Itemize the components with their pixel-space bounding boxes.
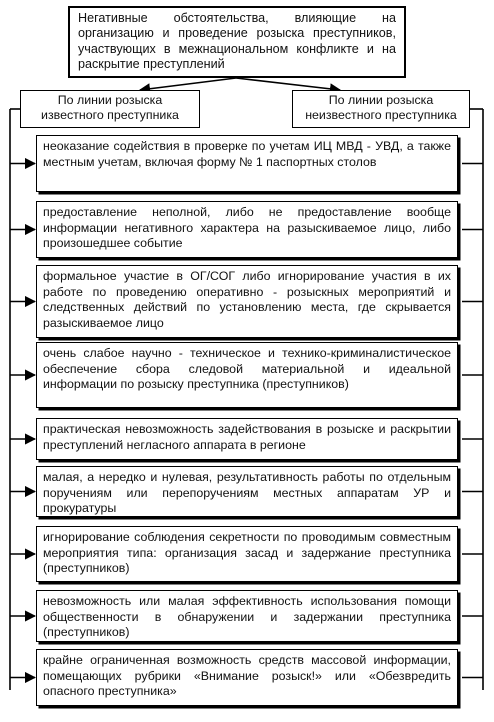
factor-text: практическая невозможность задействования в розыске и раскрытии преступлений негласного аппарата в регионе bbox=[43, 422, 451, 452]
factor-box-8 bbox=[36, 590, 458, 642]
branch-unknown-label: По линии розыска неизвестного преступника bbox=[305, 93, 457, 122]
factor-text: неоказание содействия в проверке по учетам ИЦ МВД - УВД, а также местным учетам, включая форму № 1 паспортных столов bbox=[43, 139, 451, 169]
arrow-to-right-branch bbox=[236, 78, 340, 90]
factor-text: формальное участие в ОГ/СОГ либо игнорирование участия в их работе по проведению оперативно - розыскных мероприятий и следственных действий по установлению места, где скрывается разыскиваемое лицо bbox=[43, 269, 451, 330]
factor-box-7 bbox=[36, 526, 458, 582]
factor-text: невозможность или малая эффективность использования помощи общественности в обнаружении и задержании преступника (преступников) bbox=[43, 594, 451, 640]
factor-box-5 bbox=[36, 418, 458, 460]
factor-text: предоставление неполной, либо не предоставление вообще информации негативного характера на разыскиваемое лицо, либо произошедшее событие bbox=[43, 205, 451, 251]
branch-known-label: По линии розыска известного преступника bbox=[41, 93, 179, 122]
factor-box-4 bbox=[36, 342, 458, 408]
diagram-title: Негативные обстоятельства, влияющие на организацию и проведение розыска преступников, участвующих в межнациональном конфликте и на раскрытие преступлений bbox=[78, 11, 396, 72]
branch-unknown-criminal bbox=[292, 90, 470, 128]
factor-box-1 bbox=[36, 135, 458, 192]
factor-box-9 bbox=[36, 649, 458, 706]
factor-text: очень слабое научно - техническое и технико-криминалистическое обеспечение сбора следовой материальной и идеальной информации по розыску преступника (преступников) bbox=[43, 346, 451, 392]
factor-text: малая, а нередко и нулевая, результативность работы по отдельным поручениям или перепоручениям местных аппаратам УР и прокуратуры bbox=[43, 470, 451, 516]
diagram-title-box bbox=[68, 6, 406, 78]
branch-known-criminal bbox=[20, 90, 200, 128]
factor-box-3 bbox=[36, 265, 458, 338]
factor-box-2 bbox=[36, 201, 458, 258]
factor-text: игнорирование соблюдения секретности по проводимым совместным мероприятия типа: организация засад и задержание преступника (преступников) bbox=[43, 530, 451, 576]
factor-box-6 bbox=[36, 466, 458, 517]
factor-text: крайне ограниченная возможность средств массовой информации, помещающих рубрики «Внимание розыск!» или «Обезвредить опасного преступника» bbox=[43, 653, 451, 699]
arrow-to-left-branch bbox=[140, 78, 236, 90]
